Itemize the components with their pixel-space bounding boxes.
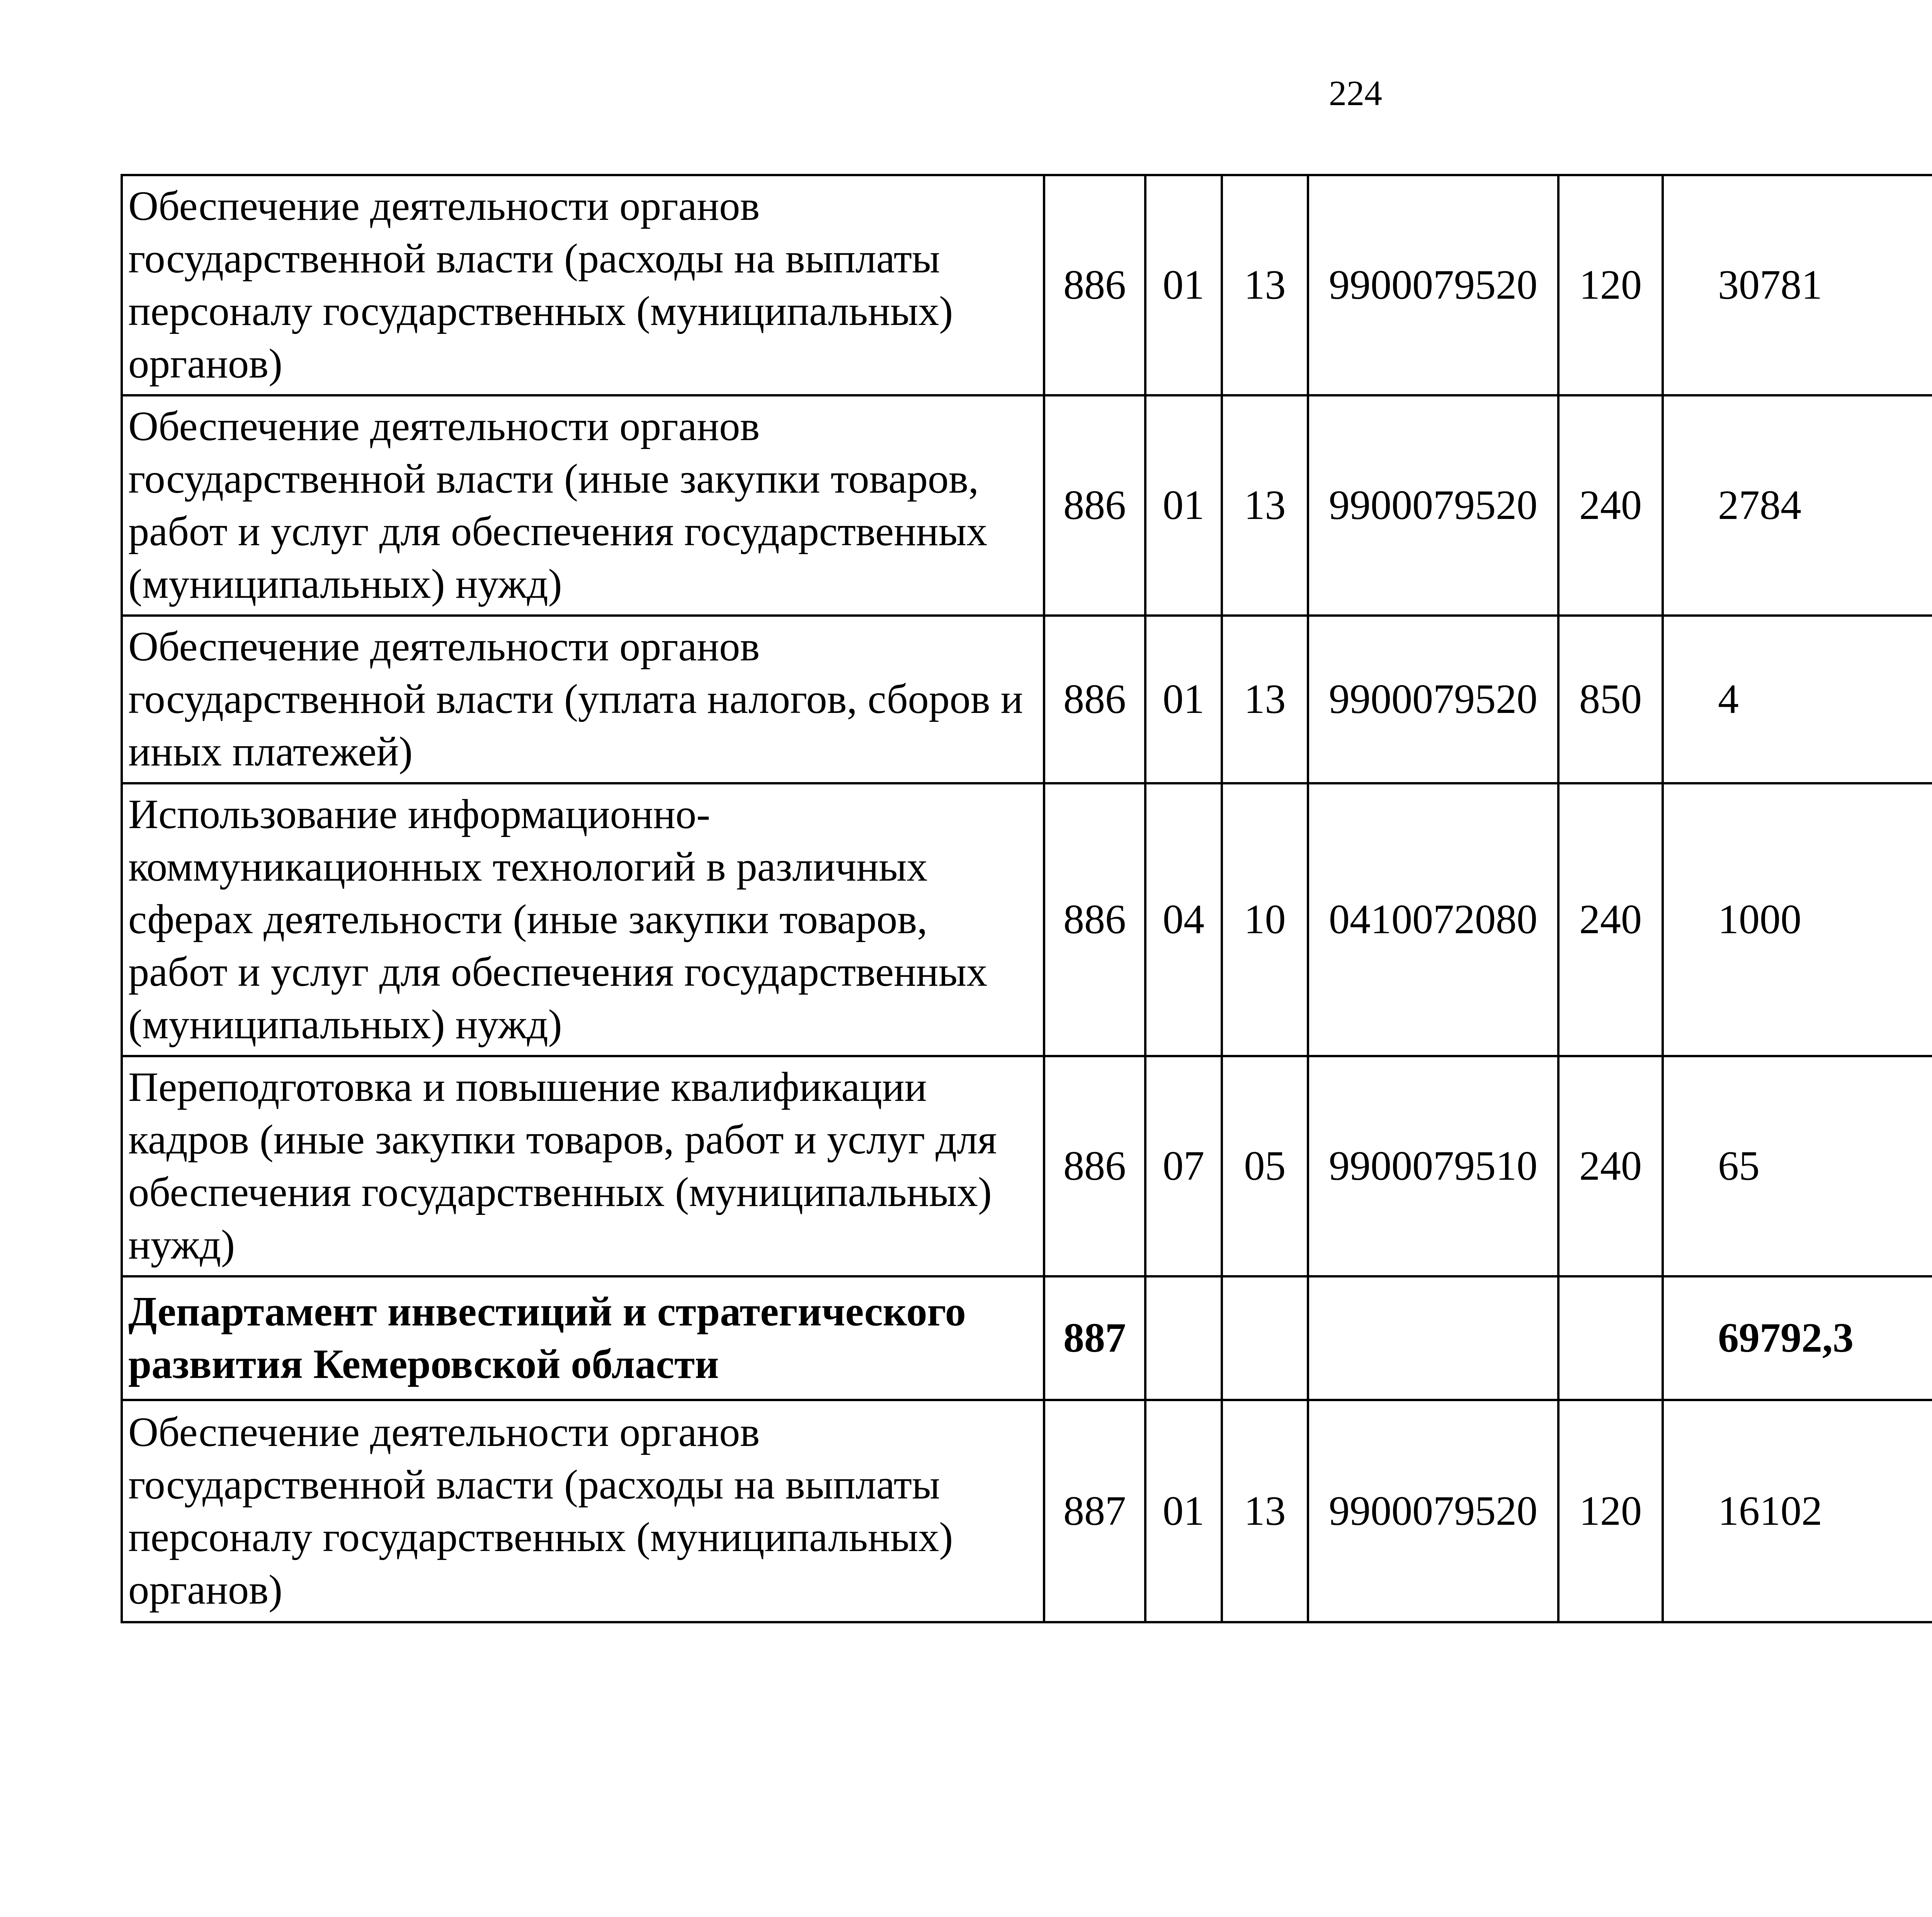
target-article-code xyxy=(1308,1276,1558,1400)
expense-type-code: 240 xyxy=(1558,783,1663,1056)
page-number: 224 xyxy=(1329,73,1382,113)
row-description: Переподготовка и повышение квалификации кадров (иные закупки товаров, работ и услуг для обеспечения государственных (муниципальных) нужд) xyxy=(122,1056,1044,1276)
target-article-code: 9900079520 xyxy=(1308,1400,1558,1622)
table-row xyxy=(122,783,1932,1056)
target-article-code: 9900079520 xyxy=(1308,616,1558,783)
subsection-code: 13 xyxy=(1222,175,1308,395)
section-code: 07 xyxy=(1145,1056,1222,1276)
amount-year-1: 30781 xyxy=(1663,175,1932,395)
subsection-code xyxy=(1222,1276,1308,1400)
amount-year-1: 16102 xyxy=(1663,1400,1932,1622)
target-article-code: 9900079520 xyxy=(1308,395,1558,616)
target-article-code: 9900079520 xyxy=(1308,175,1558,395)
target-article-code: 9900079510 xyxy=(1308,1056,1558,1276)
section-code: 01 xyxy=(1145,395,1222,616)
amount-year-1: 2784 xyxy=(1663,395,1932,616)
ministry-code: 886 xyxy=(1044,395,1145,616)
row-description: Обеспечение деятельности органов государственной власти (расходы на выплаты персоналу государственных (муниципальных) органов) xyxy=(122,1400,1044,1622)
target-article-code: 0410072080 xyxy=(1308,783,1558,1056)
section-code: 04 xyxy=(1145,783,1222,1056)
row-description: Обеспечение деятельности органов государственной власти (иные закупки товаров, работ и услуг для обеспечения государственных (муниципальных) нужд) xyxy=(122,395,1044,616)
row-description: Использование информационно-коммуникационных технологий в различных сферах деятельности (иные закупки товаров, работ и услуг для обеспечения государственных (муниципальных) нужд) xyxy=(122,783,1044,1056)
row-description: Департамент инвестиций и стратегического развития Кемеровской области xyxy=(122,1276,1044,1400)
amount-year-1: 65 xyxy=(1663,1056,1932,1276)
table-row xyxy=(122,1056,1932,1276)
amount-year-1: 1000 xyxy=(1663,783,1932,1056)
expense-type-code: 240 xyxy=(1558,395,1663,616)
row-description: Обеспечение деятельности органов государственной власти (расходы на выплаты персоналу государственных (муниципальных) органов) xyxy=(122,175,1044,395)
section-code xyxy=(1145,1276,1222,1400)
section-code: 01 xyxy=(1145,175,1222,395)
expense-type-code xyxy=(1558,1276,1663,1400)
table-body xyxy=(122,175,1932,1622)
row-description: Обеспечение деятельности органов государственной власти (уплата налогов, сборов и иных платежей) xyxy=(122,616,1044,783)
table-row xyxy=(122,616,1932,783)
table-row xyxy=(122,175,1932,395)
ministry-code: 886 xyxy=(1044,175,1145,395)
ministry-code: 886 xyxy=(1044,783,1145,1056)
subsection-code: 13 xyxy=(1222,616,1308,783)
subsection-code: 05 xyxy=(1222,1056,1308,1276)
expense-type-code: 850 xyxy=(1558,616,1663,783)
amount-year-1: 69792,3 xyxy=(1663,1276,1932,1400)
subsection-code: 13 xyxy=(1222,1400,1308,1622)
table-row xyxy=(122,1276,1932,1400)
ministry-code: 886 xyxy=(1044,616,1145,783)
ministry-code: 886 xyxy=(1044,1056,1145,1276)
ministry-code: 887 xyxy=(1044,1400,1145,1622)
table-row xyxy=(122,1400,1932,1622)
section-code: 01 xyxy=(1145,616,1222,783)
table-row xyxy=(122,395,1932,616)
subsection-code: 13 xyxy=(1222,395,1308,616)
expense-type-code: 120 xyxy=(1558,175,1663,395)
section-code: 01 xyxy=(1145,1400,1222,1622)
ministry-code: 887 xyxy=(1044,1276,1145,1400)
expense-type-code: 120 xyxy=(1558,1400,1663,1622)
expense-type-code: 240 xyxy=(1558,1056,1663,1276)
amount-year-1: 4 xyxy=(1663,616,1932,783)
budget-table xyxy=(121,174,1932,1623)
subsection-code: 10 xyxy=(1222,783,1308,1056)
